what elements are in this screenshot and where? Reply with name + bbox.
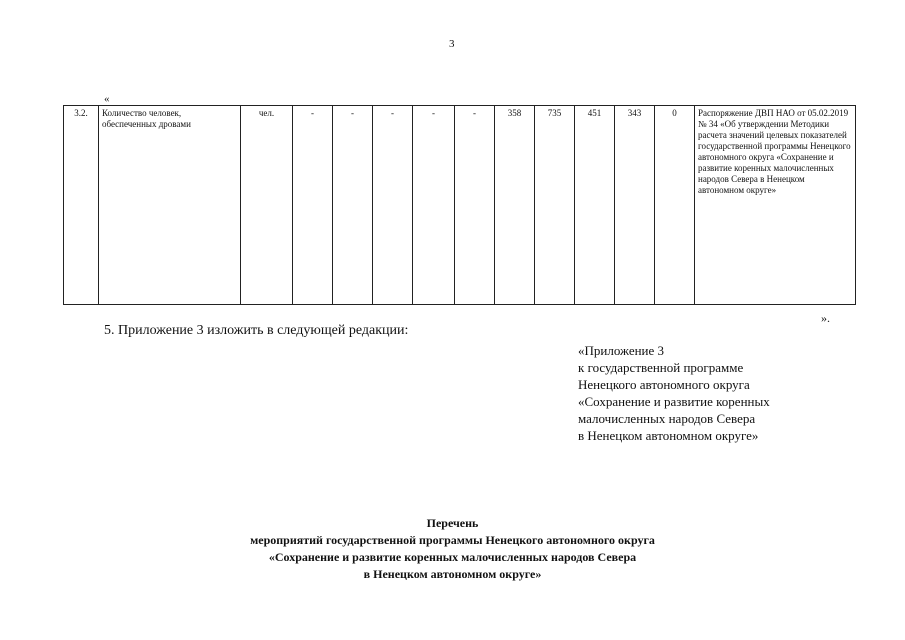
closing-quote: ». — [821, 311, 830, 325]
heading-line: в Ненецком автономном округе» — [363, 567, 542, 581]
value-cell: 343 — [615, 106, 655, 305]
list-heading — [150, 515, 755, 583]
appendix-header-line: «Сохранение и развитие коренных — [578, 394, 770, 409]
amendment-table — [63, 105, 856, 305]
value-cell: - — [373, 106, 413, 305]
value-cell: - — [333, 106, 373, 305]
appendix-header-line: «Приложение 3 — [578, 343, 665, 358]
page-number: 3 — [449, 38, 455, 50]
indicator-name: Количество человек, обеспеченных дровами — [99, 106, 241, 305]
value-cell: 0 — [655, 106, 695, 305]
unit-cell: чел. — [241, 106, 293, 305]
appendix-header-line: Ненецкого автономного округа — [578, 377, 750, 392]
value-cell: - — [293, 106, 333, 305]
value-cell: - — [455, 106, 495, 305]
appendix-header-line: к государственной программе — [578, 360, 744, 375]
heading-line: мероприятий государственной программы Ненецкого автономного округа — [250, 533, 655, 547]
value-cell: 358 — [495, 106, 535, 305]
heading-line: «Сохранение и развитие коренных малочисленных народов Севера — [268, 550, 637, 564]
table-row — [64, 106, 856, 305]
value-cell: 451 — [575, 106, 615, 305]
appendix-header-line: малочисленных народов Севера — [578, 411, 756, 426]
value-cell: 735 — [535, 106, 575, 305]
appendix-header — [578, 342, 770, 444]
row-number: 3.2. — [64, 106, 99, 305]
source-document-cell: Распоряжение ДВП НАО от 05.02.2019 № 34 «Об утверждении Методики расчета значений целевых показателей государственной программы Ненецкого автономного округа «Сохранение и развитие коренных малочисленных народов Севера в Ненецком автономном округе» — [695, 106, 856, 305]
value-cell: - — [413, 106, 455, 305]
amendment-instruction: 5. Приложение 3 изложить в следующей редакции: — [104, 323, 409, 338]
appendix-header-line: в Ненецком автономном округе» — [578, 428, 759, 443]
opening-quote: « — [104, 93, 110, 105]
heading-title: Перечень — [426, 516, 479, 530]
